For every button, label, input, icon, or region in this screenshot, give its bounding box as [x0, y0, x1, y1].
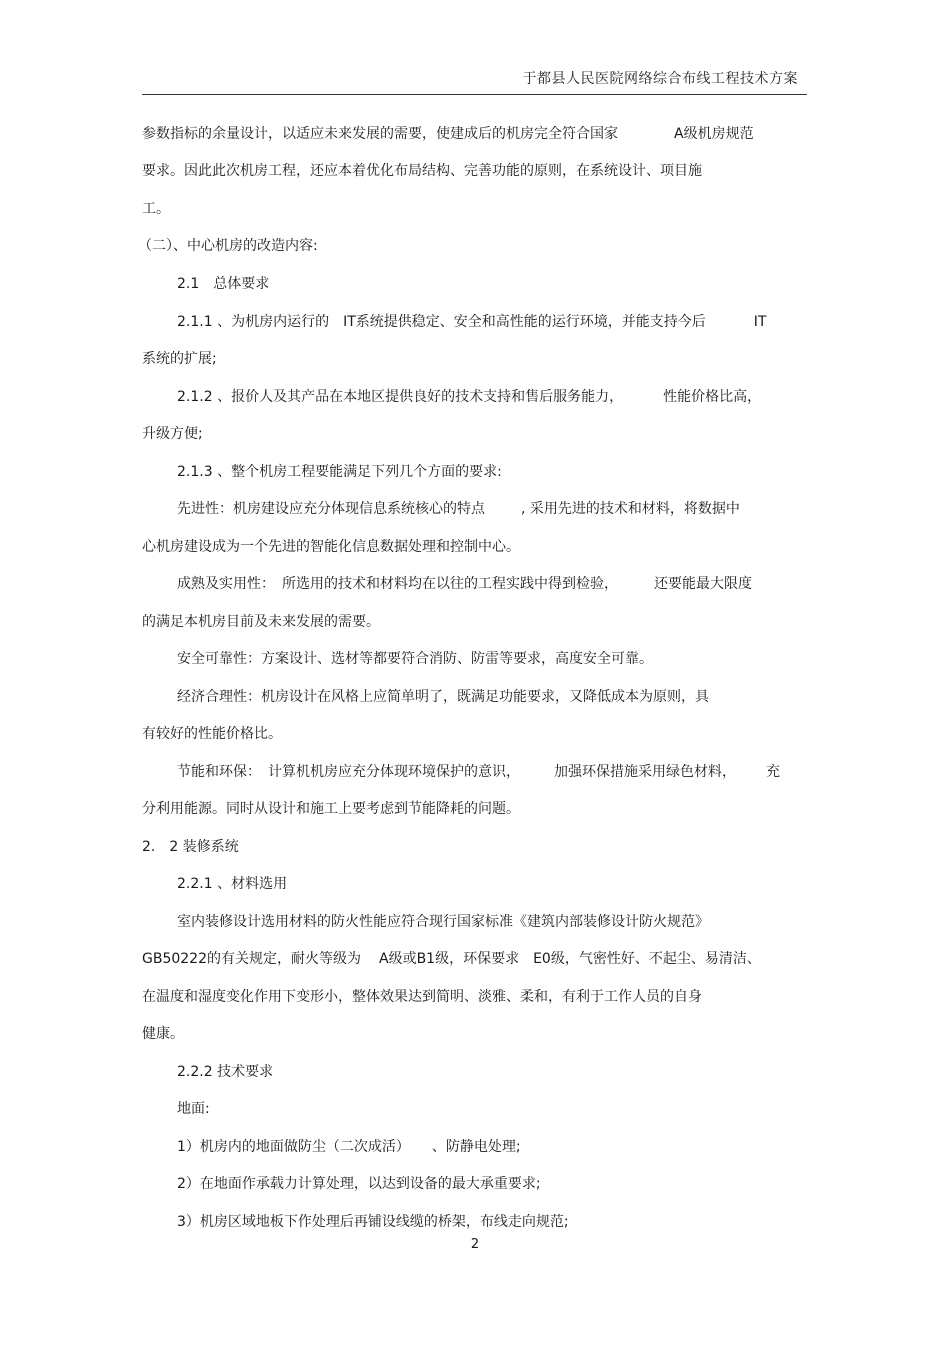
text-segment: 健康。 [142, 1026, 184, 1042]
text-segment: 2.1 总体要求 [177, 276, 270, 292]
header-rule [142, 94, 807, 95]
subsection-heading [177, 874, 287, 894]
text-line [177, 1099, 210, 1119]
text-segment: A级或B1级，环保要求 E0级，气密性好、不起尘、易清洁、 [379, 951, 761, 967]
text-line [142, 349, 217, 369]
text-segment: GB50222的有关规定，耐火等级为 [142, 951, 361, 967]
text-segment: 成熟及实用性： 所选用的技术和材料均在以往的工程实践中得到检验， [177, 576, 618, 592]
text-line [142, 949, 761, 969]
text-segment: 升级方便; [142, 426, 203, 442]
text-line [142, 124, 754, 144]
list-item [177, 1174, 541, 1194]
list-item [177, 1212, 569, 1232]
text-line [142, 1024, 184, 1044]
text-line [142, 724, 282, 744]
text-line [177, 312, 766, 332]
text-line [177, 499, 740, 519]
text-line [142, 537, 520, 557]
text-segment: 经济合理性：机房设计在风格上应简单明了，既满足功能要求，又降低成本为原则，具 [177, 689, 709, 705]
text-line [177, 387, 761, 407]
text-segment: 工。 [142, 201, 170, 217]
text-segment: 要求。因此此次机房工程，还应本着优化布局结构、完善功能的原则，在系统设计、项目施 [142, 163, 702, 179]
subsection-heading [177, 1062, 273, 1082]
text-segment: （二）、中心机房的改造内容: [138, 238, 318, 254]
text-segment: 2. 2 装修系统 [142, 839, 239, 855]
text-segment: 先进性：机房建设应充分体现信息系统核心的特点 [177, 501, 485, 517]
text-segment: 心机房建设成为一个先进的智能化信息数据处理和控制中心。 [142, 539, 520, 555]
text-line [142, 161, 702, 181]
list-item [177, 1137, 521, 1157]
text-segment: 室内装修设计选用材料的防火性能应符合现行国家标准《建筑内部装修设计防火规范》 [177, 914, 709, 930]
text-segment: 在温度和湿度变化作用下变形小，整体效果达到简明、淡雅、柔和，有利于工作人员的自身 [142, 989, 702, 1005]
text-segment: 2.1.3 、整个机房工程要能满足下列几个方面的要求: [177, 464, 502, 480]
text-segment: 参数指标的余量设计，以适应未来发展的需要，使建成后的机房完全符合国家 [142, 126, 618, 142]
text-segment: , 采用先进的技术和材料，将数据中 [521, 501, 740, 517]
subsection-heading [177, 274, 269, 294]
text-line [177, 912, 709, 932]
text-segment: 还要能最大限度 [654, 576, 752, 592]
text-segment: 3）机房区域地板下作处理后再铺设线缆的桥架，布线走向规范; [177, 1214, 569, 1230]
section-heading [142, 837, 239, 857]
text-segment: 2.2.1 、材料选用 [177, 876, 288, 892]
text-segment: 、防静电处理; [431, 1139, 521, 1155]
text-segment: 2）在地面作承载力计算处理，以达到设备的最大承重要求; [177, 1176, 541, 1192]
text-segment: 1）机房内的地面做防尘（二次成活） [177, 1139, 410, 1155]
text-line [177, 762, 780, 782]
text-line [142, 987, 702, 1007]
text-segment: 性能价格比高， [663, 389, 762, 405]
text-line [142, 799, 520, 819]
text-line [142, 424, 203, 444]
text-segment: 2.1.1 、为机房内运行的 IT系统提供稳定、安全和高性能的运行环境，并能支持今后 [177, 314, 706, 330]
text-segment: 安全可靠性：方案设计、选材等都要符合消防、防雷等要求，高度安全可靠。 [177, 651, 653, 667]
page-number: 2 [470, 1237, 480, 1252]
text-line [142, 199, 170, 219]
text-segment: 有较好的性能价格比。 [142, 726, 282, 742]
text-segment: 系统的扩展; [142, 351, 217, 367]
text-segment: 加强环保措施采用绿色材料， [554, 764, 736, 780]
text-line [177, 687, 709, 707]
text-line [177, 574, 752, 594]
text-segment: 地面: [177, 1101, 210, 1117]
text-segment: IT [753, 314, 767, 330]
text-segment: 2.1.2 、报价人及其产品在本地区提供良好的技术支持和售后服务能力， [177, 389, 624, 405]
text-segment: 充 [766, 764, 780, 780]
text-line [177, 649, 653, 669]
text-segment: 节能和环保： 计算机机房应充分体现环境保护的意识， [177, 764, 520, 780]
text-line [177, 462, 502, 482]
text-segment: 的满足本机房目前及未来发展的需要。 [142, 614, 380, 630]
text-segment: 2.2.2 技术要求 [177, 1064, 274, 1080]
text-segment: A级机房规范 [674, 126, 754, 142]
page-header: 于都县人民医院网络综合布线工程技术方案 [522, 71, 798, 87]
text-segment: 分利用能源。同时从设计和施工上要考虑到节能降耗的问题。 [142, 801, 520, 817]
section-heading [138, 236, 318, 256]
text-line [142, 612, 380, 632]
